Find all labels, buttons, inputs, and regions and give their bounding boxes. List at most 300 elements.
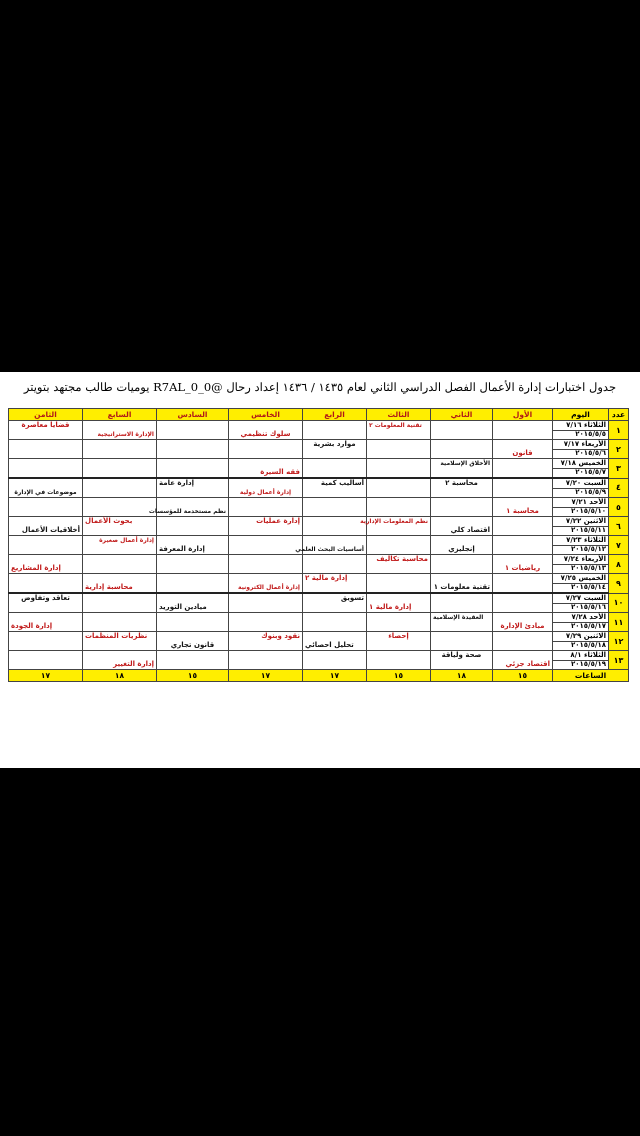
exam-cell (9, 564, 83, 574)
exam-cell (493, 421, 553, 431)
exam-subject: رياضيات ١ (504, 564, 541, 572)
exam-cell (493, 468, 553, 478)
exam-cell (9, 632, 83, 642)
exam-cell (493, 488, 553, 498)
schedule-row-top (9, 459, 629, 469)
hours-cell: ١٥ (493, 670, 553, 682)
exam-subject: إدارة المعرفة (159, 545, 205, 553)
exam-cell (493, 622, 553, 632)
exam-cell (367, 449, 431, 459)
exam-cell (229, 507, 303, 517)
exam-subject: أساسيات البحث العلمي (295, 546, 364, 553)
exam-cell (9, 459, 83, 469)
exam-cell (9, 488, 83, 498)
exam-cell (493, 536, 553, 546)
row-number: ١٢ (609, 632, 629, 651)
header-period-2: الثاني (431, 409, 493, 421)
exam-cell (303, 468, 367, 478)
exam-cell (431, 641, 493, 651)
exam-cell (229, 468, 303, 478)
exam-cell (9, 449, 83, 459)
day-date: ٢٠١٥/٥/١٢ (553, 545, 609, 555)
hours-cell: ١٨ (83, 670, 157, 682)
exam-cell (431, 622, 493, 632)
day-date: ٢٠١٥/٥/١٣ (553, 564, 609, 574)
schedule-row-top (9, 593, 629, 603)
exam-subject: فقه السيرة (260, 468, 300, 476)
exam-cell (367, 583, 431, 593)
schedule-row-top (9, 632, 629, 642)
exam-subject: نظريات المنظمات (85, 632, 148, 640)
exam-cell (303, 603, 367, 613)
header-period-1: الأول (493, 409, 553, 421)
exam-cell (431, 536, 493, 546)
exam-cell (9, 641, 83, 651)
exam-cell (303, 574, 367, 584)
exam-cell (431, 632, 493, 642)
exam-cell (367, 545, 431, 555)
exam-subject: قانون (512, 449, 533, 457)
schedule-row-bottom (9, 526, 629, 536)
exam-cell (157, 564, 229, 574)
schedule-row-bottom (9, 545, 629, 555)
exam-cell (9, 430, 83, 440)
schedule-image (0, 372, 640, 768)
row-number: ١٠ (609, 593, 629, 613)
day-date: ٢٠١٥/٥/٦ (553, 449, 609, 459)
row-number: ٦ (609, 517, 629, 536)
exam-cell (303, 622, 367, 632)
day-name: السبت ٧/٢٠ (553, 478, 609, 488)
schedule-row-bottom (9, 583, 629, 593)
exam-subject: أساليب كمية (320, 479, 364, 487)
exam-cell (493, 660, 553, 670)
exam-cell (9, 574, 83, 584)
exam-cell (83, 449, 157, 459)
exam-cell (367, 498, 431, 508)
schedule-row-bottom (9, 603, 629, 613)
exam-cell (229, 526, 303, 536)
exam-subject: تقنية المعلومات ٢ (369, 422, 422, 429)
exam-cell (229, 641, 303, 651)
hours-cell: ١٧ (303, 670, 367, 682)
exam-cell (83, 632, 157, 642)
exam-subject: الأخلاق الإسلامية (440, 460, 490, 467)
exam-subject: نظم المعلومات الإدارية (360, 518, 428, 525)
exam-cell (148, 507, 229, 517)
exam-cell (83, 507, 157, 517)
row-number: ٢ (609, 440, 629, 459)
exam-cell (367, 507, 431, 517)
header-num: عدد (609, 409, 629, 421)
day-name: السبت ٧/٢٧ (553, 593, 609, 603)
exam-cell (157, 574, 229, 584)
schedule-row-bottom (9, 449, 629, 459)
schedule-row-bottom (9, 564, 629, 574)
exam-cell (303, 651, 367, 661)
header-row (9, 409, 629, 421)
header-period-4: الرابع (303, 409, 367, 421)
exam-cell (9, 468, 83, 478)
exam-subject: محاسبة ٢ (445, 479, 478, 487)
exam-cell (83, 651, 157, 661)
exam-subject: قانون تجاري (170, 641, 215, 649)
day-name: الثلاثاء ٧/١٦ (553, 421, 609, 431)
schedule-row-top (9, 555, 629, 565)
row-number: ٣ (609, 459, 629, 479)
exam-cell (157, 430, 229, 440)
schedule-row-top (9, 498, 629, 508)
row-number: ٤ (609, 478, 629, 498)
exam-cell (229, 583, 303, 593)
exam-cell (493, 613, 553, 623)
day-name: الاثنين ٧/٢٢ (553, 517, 609, 527)
exam-cell (157, 613, 229, 623)
exam-cell (431, 564, 493, 574)
schedule-row-bottom (9, 430, 629, 440)
exam-cell (431, 449, 493, 459)
day-date: ٢٠١٥/٥/١٩ (553, 660, 609, 670)
exam-cell (83, 536, 157, 546)
exam-cell (493, 651, 553, 661)
row-number: ٩ (609, 574, 629, 594)
exam-cell (229, 603, 303, 613)
day-name: الخميس ٧/٢٥ (553, 574, 609, 584)
exam-cell (367, 622, 431, 632)
exam-cell (303, 488, 367, 498)
exam-cell (367, 536, 431, 546)
exam-cell (303, 641, 367, 651)
exam-cell (9, 536, 83, 546)
schedule-row-top (9, 478, 629, 488)
exam-cell (157, 555, 229, 565)
exam-cell (493, 641, 553, 651)
exam-cell (303, 555, 367, 565)
exam-subject: إدارة الجودة (11, 622, 53, 630)
schedule-caption: جدول اختبارات إدارة الأعمال الفصل الدراسي الثاني لعام ١٤٣٥ / ١٤٣٦ إعداد رحال @0_R7AL_0 يوميات طالب مجتهد بتويتر (23, 380, 617, 394)
schedule-body (9, 421, 629, 670)
exam-cell (303, 564, 367, 574)
exam-cell (157, 622, 229, 632)
day-name: الثلاثاء ٨/١ (553, 651, 609, 661)
exam-cell (303, 459, 367, 469)
hours-cell: ١٧ (229, 670, 303, 682)
exam-subject: إدارة مالية ١ (369, 603, 412, 611)
exam-subject: محاسبة ١ (506, 507, 539, 515)
exam-cell (431, 603, 493, 613)
exam-cell (303, 613, 367, 623)
exam-cell (9, 517, 83, 527)
exam-subject: اقتصاد كلي (450, 526, 490, 534)
exam-cell (367, 440, 431, 450)
exam-subject: إدارة أعمال صغيرة (99, 537, 154, 544)
row-number: ٧ (609, 536, 629, 555)
day-date: ٢٠١٥/٥/١٦ (553, 603, 609, 613)
schedule-row-top (9, 421, 629, 431)
schedule-row-bottom (9, 622, 629, 632)
exam-cell (367, 468, 431, 478)
exam-subject: نظم مستخدمة للمؤسسات (148, 508, 226, 515)
exam-cell (303, 507, 367, 517)
exam-cell (83, 545, 157, 555)
exam-cell (157, 421, 229, 431)
exam-cell (157, 526, 229, 536)
exam-cell (9, 583, 83, 593)
exam-cell (229, 498, 303, 508)
schedule-row-top (9, 536, 629, 546)
hours-cell: ١٧ (9, 670, 83, 682)
exam-cell (83, 517, 157, 527)
exam-subject: موارد بشرية (313, 440, 356, 448)
schedule-row-bottom (9, 641, 629, 651)
exam-cell (367, 421, 431, 431)
exam-cell (303, 421, 367, 431)
exam-cell (9, 545, 83, 555)
exam-cell (367, 478, 431, 488)
exam-cell (367, 660, 431, 670)
exam-subject: إدارة مالية ٢ (305, 574, 348, 582)
exam-subject: إدارة المشاريع (11, 564, 61, 572)
exam-cell (229, 593, 303, 603)
exam-subject: إحصاء (388, 632, 409, 640)
schedule-row-top (9, 440, 629, 450)
exam-cell (83, 622, 157, 632)
day-name: الأربعاء ٧/١٧ (553, 440, 609, 450)
schedule-row-bottom (9, 507, 629, 517)
exam-subject: إدارة عامة (159, 479, 194, 487)
exam-cell (303, 583, 367, 593)
exam-cell (229, 430, 303, 440)
exam-cell (83, 583, 157, 593)
exam-cell (303, 660, 367, 670)
schedule-row-bottom (9, 468, 629, 478)
day-date: ٢٠١٥/٥/١٠ (553, 507, 609, 517)
row-number: ١ (609, 421, 629, 440)
exam-subject: موضوعات في الإدارة (14, 489, 77, 496)
exam-cell (303, 478, 367, 488)
header-period-7: السابع (83, 409, 157, 421)
exam-cell (431, 613, 493, 623)
exam-cell (157, 651, 229, 661)
exam-cell (493, 603, 553, 613)
exam-subject: تحليل احصائي (305, 641, 354, 649)
exam-cell (157, 468, 229, 478)
day-name: الأحد ٧/٢١ (553, 498, 609, 508)
exam-cell (229, 632, 303, 642)
exam-cell (431, 440, 493, 450)
exam-cell (9, 651, 83, 661)
exam-cell (493, 564, 553, 574)
exam-cell (157, 498, 229, 508)
hours-label: الساعات (553, 670, 629, 682)
exam-cell (431, 498, 493, 508)
exam-cell (303, 517, 367, 527)
row-number: ٨ (609, 555, 629, 574)
exam-subject: ميادين التوريد (159, 603, 207, 611)
exam-cell (493, 498, 553, 508)
exam-cell (303, 593, 367, 603)
exam-cell (431, 526, 493, 536)
exam-cell (493, 555, 553, 565)
exam-cell (367, 593, 431, 603)
exam-cell (157, 545, 229, 555)
exam-cell (229, 536, 303, 546)
exam-cell (493, 545, 553, 555)
exam-cell (157, 478, 229, 488)
exam-cell (157, 603, 229, 613)
exam-subject: صحة ولياقة (441, 651, 482, 659)
exam-cell (83, 555, 157, 565)
row-number: ١١ (609, 613, 629, 632)
exam-cell (303, 526, 367, 536)
exam-cell (431, 430, 493, 440)
exam-cell (83, 421, 157, 431)
exam-cell (229, 545, 303, 555)
exam-cell (229, 555, 303, 565)
exam-cell (493, 430, 553, 440)
day-date: ٢٠١٥/٥/٥ (553, 430, 609, 440)
exam-cell (83, 593, 157, 603)
exam-cell (9, 498, 83, 508)
exam-cell (493, 583, 553, 593)
day-date: ٢٠١٥/٥/٩ (553, 488, 609, 498)
exam-cell (431, 651, 493, 661)
exam-cell (9, 660, 83, 670)
exam-cell (303, 449, 367, 459)
header-period-8: الثامن (9, 409, 83, 421)
row-number: ١٣ (609, 651, 629, 670)
exam-cell (83, 430, 157, 440)
exam-cell (83, 641, 157, 651)
header-period-6: السادس (157, 409, 229, 421)
hours-cell: ١٥ (157, 670, 229, 682)
exam-cell (9, 622, 83, 632)
exam-subject: الإدارة الاستراتيجية (97, 431, 154, 438)
exam-cell (229, 613, 303, 623)
exam-cell (431, 545, 493, 555)
exam-cell (493, 632, 553, 642)
exam-cell (367, 641, 431, 651)
day-date: ٢٠١٥/٥/١٤ (553, 583, 609, 593)
exam-subject: محاسبة إدارية (85, 583, 133, 591)
schedule-row-top (9, 613, 629, 623)
day-name: الأحد ٧/٢٨ (553, 613, 609, 623)
exam-cell (229, 651, 303, 661)
exam-cell (295, 545, 367, 555)
exam-cell (157, 449, 229, 459)
exam-cell (157, 593, 229, 603)
header-period-3: الثالث (367, 409, 431, 421)
day-name: الاثنين ٧/٢٩ (553, 632, 609, 642)
exam-cell (229, 459, 303, 469)
exam-cell (493, 440, 553, 450)
exam-cell (9, 613, 83, 623)
exam-cell (367, 603, 431, 613)
exam-cell (229, 449, 303, 459)
schedule-row-bottom (9, 660, 629, 670)
exam-cell (431, 488, 493, 498)
exam-cell (493, 449, 553, 459)
exam-subject: العقيدة الإسلامية (433, 614, 484, 621)
day-date: ٢٠١٥/٥/١٨ (553, 641, 609, 651)
exam-cell (367, 632, 431, 642)
day-date: ٢٠١٥/٥/١١ (553, 526, 609, 536)
exam-cell (367, 459, 431, 469)
exam-schedule-table (8, 408, 629, 682)
exam-cell (157, 459, 229, 469)
exam-cell (157, 583, 229, 593)
exam-cell (83, 574, 157, 584)
exam-cell (303, 498, 367, 508)
exam-cell (367, 430, 431, 440)
exam-subject: إدارة عمليات (256, 517, 300, 525)
exam-cell (157, 641, 229, 651)
exam-cell (431, 583, 493, 593)
exam-cell (303, 440, 367, 450)
day-name: الأربعاء ٧/٢٤ (553, 555, 609, 565)
exam-cell (229, 564, 303, 574)
exam-cell (9, 603, 83, 613)
exam-cell (431, 421, 493, 431)
exam-subject: إدارة أعمال الكترونية (237, 584, 300, 591)
day-name: الثلاثاء ٧/٢٣ (553, 536, 609, 546)
exam-cell (493, 507, 553, 517)
exam-cell (493, 526, 553, 536)
exam-cell (431, 507, 493, 517)
exam-cell (9, 507, 83, 517)
exam-cell (431, 574, 493, 584)
exam-cell (367, 488, 431, 498)
exam-cell (9, 593, 83, 603)
schedule-row-top (9, 651, 629, 661)
exam-subject: قضايا معاصرة (21, 421, 70, 429)
exam-cell (367, 564, 431, 574)
exam-subject: سلوك تنظيمي (240, 430, 291, 438)
exam-cell (83, 526, 157, 536)
exam-cell (431, 517, 493, 527)
exam-subject: بحوث الأعمال (85, 517, 133, 525)
exam-cell (83, 498, 157, 508)
schedule-row-top (9, 574, 629, 584)
schedule-row-bottom (9, 488, 629, 498)
exam-subject: إنجليزي (448, 545, 475, 553)
exam-cell (367, 613, 431, 623)
exam-cell (229, 440, 303, 450)
exam-cell (83, 468, 157, 478)
exam-cell (157, 440, 229, 450)
exam-cell (367, 651, 431, 661)
exam-cell (229, 488, 303, 498)
exam-cell (9, 440, 83, 450)
exam-cell (157, 536, 229, 546)
exam-cell (360, 517, 431, 527)
exam-subject: إدارة أعمال دولية (239, 489, 292, 496)
exam-cell (229, 660, 303, 670)
exam-cell (229, 622, 303, 632)
exam-cell (431, 593, 493, 603)
exam-cell (493, 517, 553, 527)
exam-cell (229, 517, 303, 527)
exam-cell (83, 459, 157, 469)
exam-cell (83, 613, 157, 623)
exam-cell (367, 526, 431, 536)
exam-cell (493, 459, 553, 469)
hours-cell: ١٨ (431, 670, 493, 682)
exam-cell (229, 574, 303, 584)
exam-cell (367, 555, 431, 565)
day-date: ٢٠١٥/٥/١٧ (553, 622, 609, 632)
exam-cell (431, 478, 493, 488)
